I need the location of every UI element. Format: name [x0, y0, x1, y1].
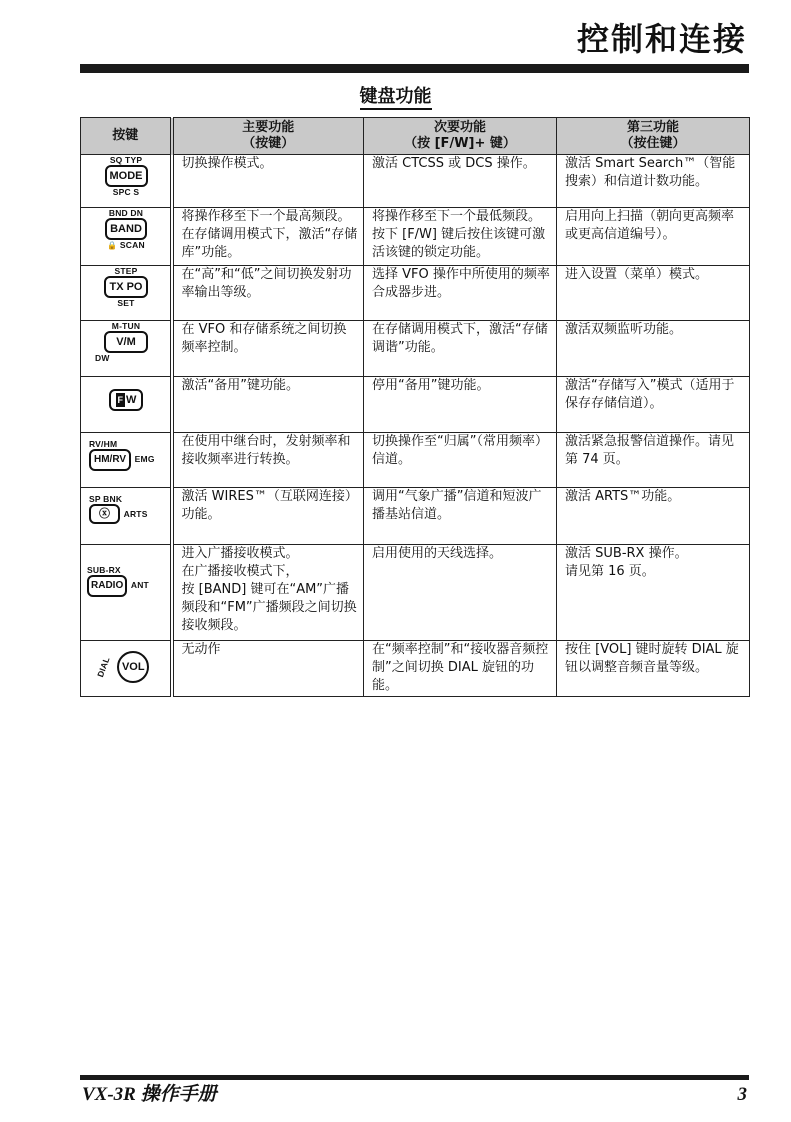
primary-text: 激活 WIRES™（互联网连接）功能。: [181, 489, 358, 522]
secondary-cell: [364, 433, 557, 488]
secondary-text: 选择 VFO 操作中所使用的频率合成器步进。: [372, 267, 550, 300]
tertiary-text: 激活 SUB-RX 操作。 请见第 16 页。: [565, 546, 688, 579]
txpo-key-bottom-label: SET: [117, 298, 135, 308]
vm-key-top-label: M-TUN: [111, 321, 141, 331]
footer-rule: [80, 1075, 749, 1080]
primary-cell: [172, 545, 364, 641]
band-key-top-label: BND DN: [108, 208, 144, 218]
hmrv-key-graphic: [81, 433, 172, 471]
primary-text: 将操作移至下一个最高频段。在存储调用模式下，激活“存储库”功能。: [181, 209, 358, 260]
band-key: BAND: [105, 218, 147, 240]
key-cell-txpo: [81, 266, 172, 321]
tertiary-cell: [557, 545, 750, 641]
vm-key-graphic: [81, 321, 171, 363]
dial-label: DIAL: [95, 655, 112, 679]
key-cell-fw: [81, 377, 172, 433]
primary-cell: [172, 208, 364, 266]
key-cell-vm: [81, 321, 172, 377]
tertiary-text: 进入设置（菜单）模式。: [565, 267, 709, 282]
secondary-text: 激活 CTCSS 或 DCS 操作。: [372, 156, 536, 171]
secondary-cell: [364, 155, 557, 208]
primary-text: 在“高”和“低”之间切换发射功率输出等级。: [181, 267, 352, 300]
fw-key: [109, 389, 144, 411]
section-title: [0, 84, 791, 110]
secondary-cell: [364, 208, 557, 266]
hmrv-key: HM/RV: [89, 449, 131, 471]
tertiary-text: 按住 [VOL] 键时旋转 DIAL 旋钮以调整音频音量等级。: [565, 642, 739, 675]
vol-key-graphic: [81, 641, 172, 683]
secondary-text: 在“频率控制”和“接收器音频控制”之间切换 DIAL 旋钮的功能。: [372, 642, 549, 693]
table-row: [81, 641, 750, 697]
title-rule: [80, 64, 749, 73]
primary-cell: [172, 155, 364, 208]
secondary-text: 停用“备用”键功能。: [372, 378, 490, 393]
hmrv-key-top-label: RV/HM: [89, 439, 118, 449]
table-row: [81, 545, 750, 641]
key-cell-band: [81, 208, 172, 266]
tertiary-text: 激活 Smart Search™（智能搜索）和信道计数功能。: [565, 156, 736, 189]
keyboard-function-table: [80, 117, 750, 697]
vm-key-bottom-label: DW: [95, 353, 110, 363]
txpo-key-top-label: STEP: [114, 266, 138, 276]
tertiary-cell: [557, 155, 750, 208]
key-cell-hmrv: [81, 433, 172, 488]
txpo-key-graphic: [81, 266, 171, 308]
header-tertiary: [557, 118, 750, 155]
secondary-text: 启用使用的天线选择。: [372, 546, 503, 561]
primary-cell: [172, 488, 364, 545]
tertiary-cell: [557, 433, 750, 488]
primary-cell: [172, 321, 364, 377]
key-cell-vol: [81, 641, 172, 697]
key-cell-radio: [81, 545, 172, 641]
txpo-key: TX PO: [104, 276, 147, 298]
mode-key-graphic: [81, 155, 171, 197]
secondary-cell: [364, 545, 557, 641]
secondary-text: 在存储调用模式下，激活“存储调谐”功能。: [372, 322, 548, 355]
band-key-bottom-text: SCAN: [119, 240, 145, 250]
table-row: [81, 433, 750, 488]
radio-key-side-label: ANT: [130, 580, 149, 590]
fw-key-graphic: [81, 377, 171, 411]
secondary-text: 调用“气象广播”信道和短波广播基站信道。: [372, 489, 542, 522]
tertiary-cell: [557, 641, 750, 697]
header-key: 按键: [81, 118, 172, 155]
mode-key-bottom-label: SPC S: [112, 187, 140, 197]
fw-key-f-label: F: [117, 395, 124, 405]
secondary-cell: [364, 321, 557, 377]
mode-key: MODE: [105, 165, 148, 187]
header-primary: [172, 118, 364, 155]
secondary-cell: [364, 266, 557, 321]
secondary-text: 将操作移至下一个最低频段。按下 [F/W] 键后按住该键可激活该键的锁定功能。: [372, 209, 546, 260]
tertiary-cell: [557, 377, 750, 433]
primary-text: 无动作: [181, 642, 221, 657]
primary-cell: [172, 641, 364, 697]
secondary-text: 切换操作至“归属”（常用频率）信道。: [372, 434, 548, 467]
tertiary-text: 激活紧急报警信道操作。请见第 74 页。: [565, 434, 735, 467]
primary-cell: [172, 433, 364, 488]
primary-text: 进入广播接收模式。 在广播接收模式下， 按 [BAND] 键可在“AM”广播频段和“FM”广播频段之间切换接收频段。: [181, 546, 357, 633]
header-secondary-text: 次要功能 （按 [F/W]+ 键）: [404, 120, 516, 151]
tertiary-text: 启用向上扫描（朝向更高频率或更高信道编号）。: [565, 209, 735, 242]
wires-key-side-label: ARTS: [123, 509, 148, 519]
primary-text: 激活“备用”键功能。: [181, 378, 299, 393]
primary-text: 在 VFO 和存储系统之间切换频率控制。: [181, 322, 347, 355]
wires-icon: ⓧ: [99, 508, 110, 520]
radio-key: RADIO: [87, 575, 127, 597]
primary-cell: [172, 377, 364, 433]
table-row: [81, 155, 750, 208]
hmrv-key-side-label: EMG: [134, 454, 155, 464]
primary-cell: [172, 266, 364, 321]
wires-key: [89, 504, 120, 524]
tertiary-text: 激活双频监听功能。: [565, 322, 683, 337]
tertiary-cell: [557, 321, 750, 377]
radio-key-graphic: [81, 545, 172, 597]
table-row: [81, 321, 750, 377]
table-row: [81, 377, 750, 433]
footer-page-number: 3: [737, 1084, 747, 1105]
tertiary-text: 激活“存储写入”模式（适用于保存存储信道）。: [565, 378, 735, 411]
wires-key-graphic: [81, 488, 172, 524]
tertiary-text: 激活 ARTS™功能。: [565, 489, 681, 504]
section-title-text: 键盘功能: [360, 86, 432, 110]
primary-text: 切换操作模式。: [181, 156, 273, 171]
key-cell-mode: [81, 155, 172, 208]
header-secondary: [364, 118, 557, 155]
vol-knob: VOL: [117, 651, 149, 683]
wires-key-top-label: SP BNK: [89, 494, 123, 504]
tertiary-cell: [557, 208, 750, 266]
secondary-cell: [364, 377, 557, 433]
key-cell-wires: [81, 488, 172, 545]
lock-icon: 🔒: [107, 241, 118, 250]
secondary-cell: [364, 488, 557, 545]
table-row: [81, 208, 750, 266]
band-key-graphic: [81, 208, 171, 251]
header-tertiary-text: 第三功能 （按住键）: [620, 120, 686, 151]
page-title: 控制和连接: [576, 20, 747, 58]
table-header-row: [81, 118, 750, 155]
header-primary-text: 主要功能 （按键）: [242, 120, 295, 151]
footer-manual-title: VX-3R 操作手册: [82, 1084, 217, 1105]
radio-key-top-label: SUB-RX: [87, 565, 121, 575]
mode-key-top-label: SQ TYP: [109, 155, 143, 165]
band-key-bottom-label: [81, 240, 171, 251]
tertiary-cell: [557, 266, 750, 321]
fw-key-w-label: W: [126, 394, 137, 406]
table-row: [81, 488, 750, 545]
table-row: [81, 266, 750, 321]
tertiary-cell: [557, 488, 750, 545]
secondary-cell: [364, 641, 557, 697]
vm-key: V/M: [104, 331, 148, 353]
primary-text: 在使用中继台时，发射频率和接收频率进行转换。: [181, 434, 351, 467]
